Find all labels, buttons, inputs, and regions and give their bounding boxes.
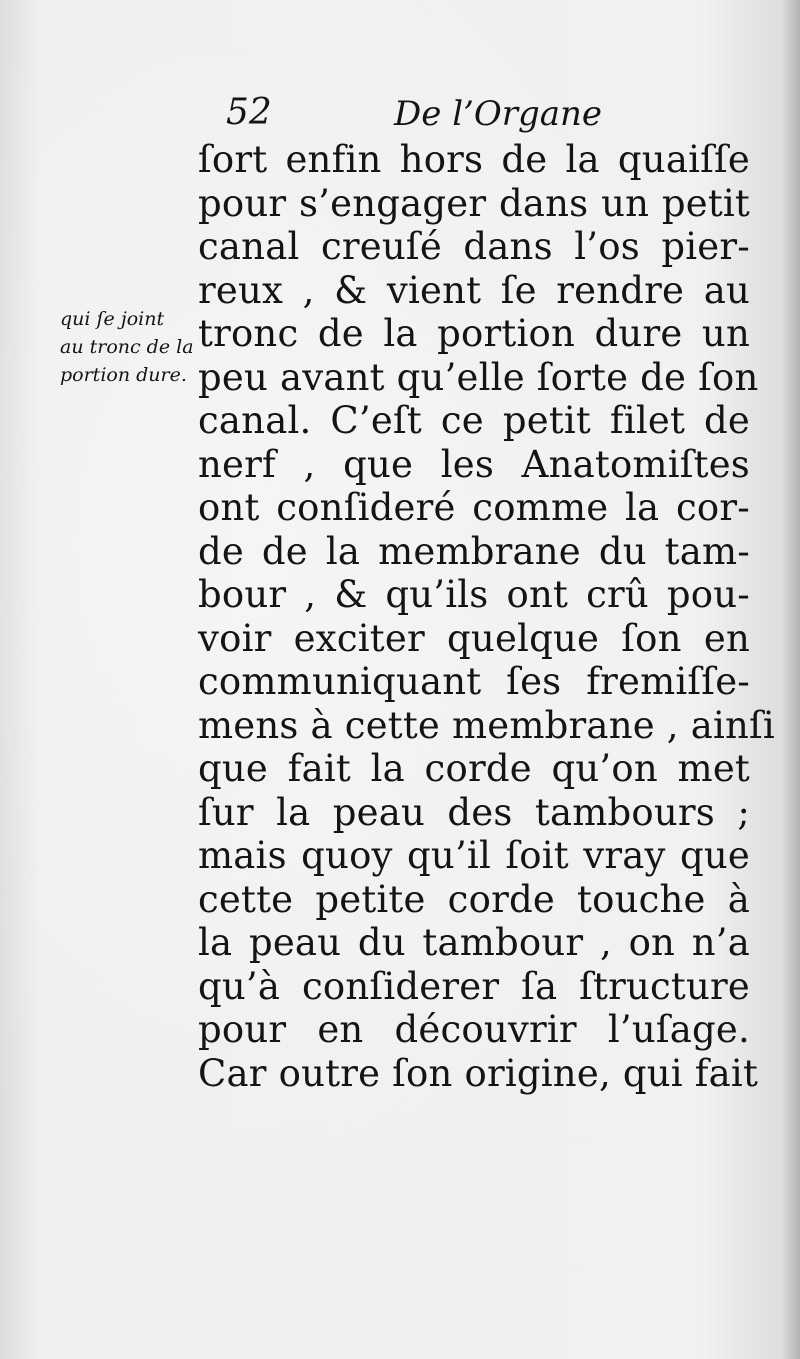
text-line: cette petite corde touche à [198,877,750,921]
text-line: nerf , que les Anatomiſtes [198,442,750,486]
body-text [198,138,775,1095]
page-number: 52 [226,92,272,133]
text-line: tronc de la portion dure un [198,312,750,355]
text-line: pour en découvrir l’uſage. [198,1008,750,1051]
page-edge-shadow [782,0,800,1359]
text-line: pour s’engager dans un petit [198,181,750,225]
text-line: peu avant qu’elle ſorte de ſon [198,355,759,399]
text-line: bour , & qu’ils ont crû pou- [198,573,750,616]
text-line: mais quoy qu’il ſoit vray que [198,834,750,877]
text-line: la peau du tambour , on n’a [198,921,750,964]
text-line: de de la membrane du tam- [198,529,750,573]
text-line: ſort enfin hors de la quaiſſe [198,138,750,181]
running-head: De l’Organe [394,94,603,134]
text-line: qu’à conſiderer ſa ſtructure [198,964,750,1008]
text-line: que fait la corde qu’on met [198,747,750,790]
text-line: mens à cette membrane , ainſi [198,703,775,747]
marginal-note [60,305,210,389]
marginal-note-line: portion dure. [60,364,187,386]
text-line: ſur la peau des tambours ; [198,790,750,834]
text-line: reux , & vient ſe rendre au [198,268,750,312]
text-line: canal. C’eſt ce petit filet de [198,399,750,442]
text-line: communiquant ſes fremiſſe- [198,660,750,703]
text-line: canal creuſé dans l’os pier- [198,225,750,268]
text-line: voir exciter quelque ſon en [198,616,750,660]
text-line: ont conſideré comme la cor- [198,486,750,529]
marginal-note-line: au tronc de la [60,336,194,358]
marginal-note-line: qui ſe joint [60,308,165,330]
text-line: Car outre ſon origine, qui fait [198,1051,759,1095]
page-header [226,92,603,142]
